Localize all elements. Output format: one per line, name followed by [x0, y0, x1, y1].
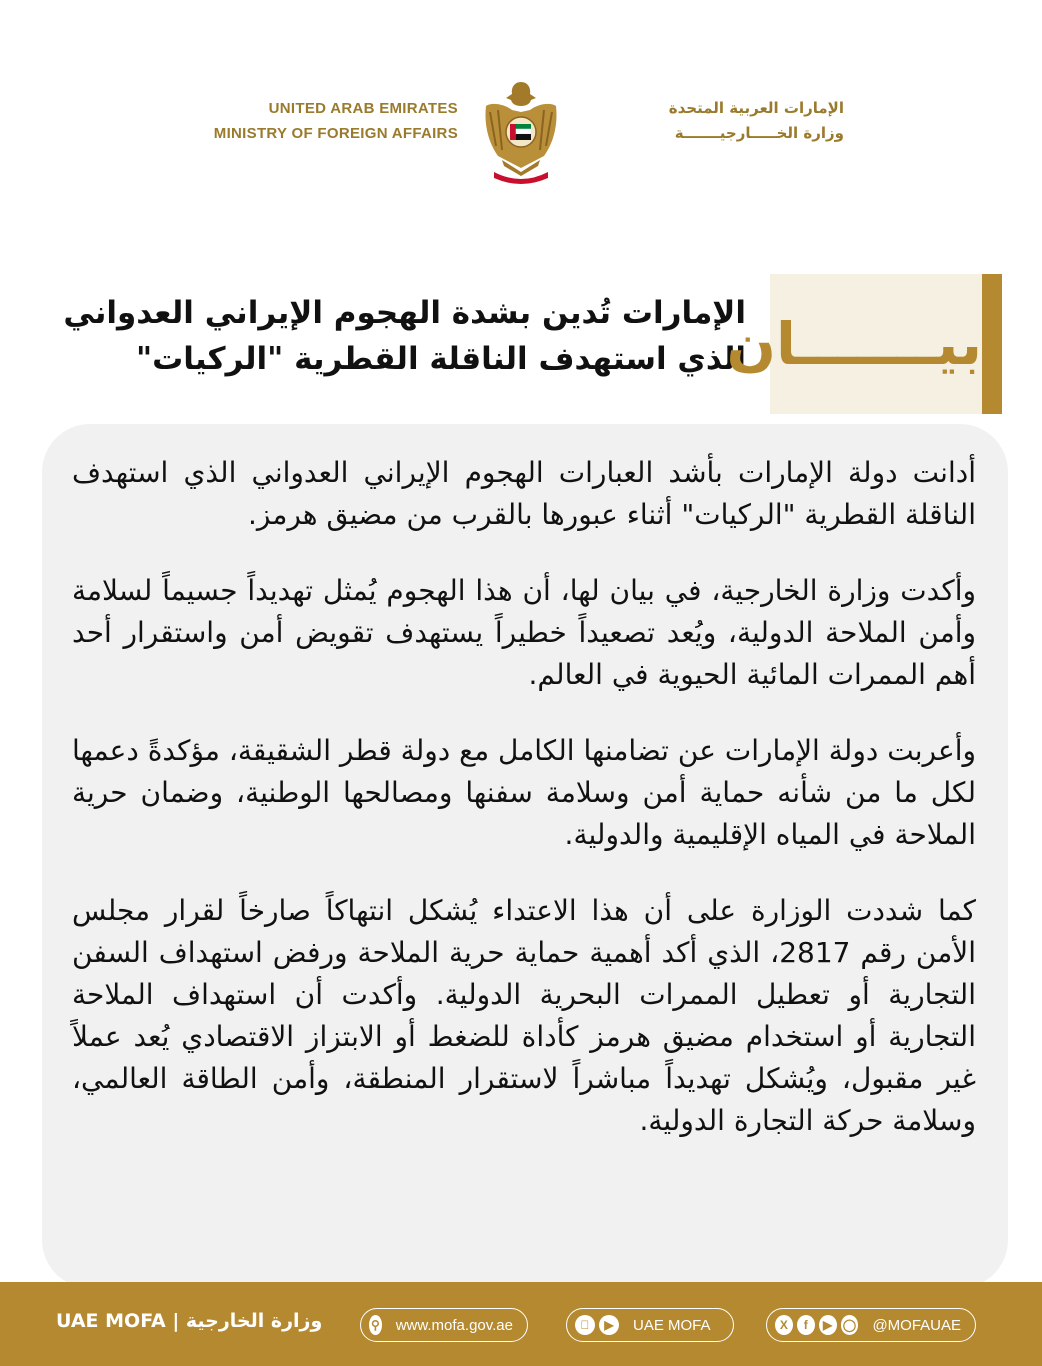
x-icon: X — [775, 1315, 793, 1335]
social-handle: @MOFAUAE — [872, 1316, 962, 1334]
website-label: www.mofa.gov.ae — [395, 1316, 513, 1334]
en-country-line: UNITED ARAB EMIRATES — [268, 100, 458, 117]
paragraph-3: وأعربت دولة الإمارات عن تضامنها الكامل مع دولة قطر الشقيقة، مؤكدةً دعمها لكل ما من شأنه حماية أمن وسلامة سفنها ومصالحها الوطنية، وضمان حرية الملاحة في المياه الإقليمية والدولية. — [72, 734, 976, 851]
ar-country-line: الإمارات العربية المتحدة — [668, 99, 844, 117]
ar-ministry-line: وزارة الخـــــارجيـــــــة — [674, 124, 844, 142]
search-icon: ⚲ — [369, 1315, 382, 1335]
en-ministry-line: MINISTRY OF FOREIGN AFFAIRS — [213, 125, 458, 142]
google-play-icon: ▶ — [599, 1315, 619, 1335]
statement-badge — [726, 274, 1002, 414]
footer-bar — [0, 1282, 1042, 1366]
youtube-icon: ▶ — [819, 1315, 837, 1335]
english-ministry-name — [190, 96, 458, 146]
social-links[interactable] — [766, 1308, 976, 1342]
paragraph-4: كما شددت الوزارة على أن هذا الاعتداء يُشكل انتهاكاً صارخاً لقرار مجلس الأمن رقم 2817، الذي أكد أهمية حماية حرية الملاحة ورفض استهداف السفن التجارية أو تعطيل الممرات البحرية الدولية. وأكدت أن استهداف الملاحة التجارية أو استخدام مضيق هرمز كأداة للضغط أو الابتزاز الاقتصادي يُعد عملاً غير مقبول، ويُشكل تهديداً مباشراً لاستقرار المنطقة، وأمن الطاقة العالمي، وسلامة حركة التجارة الدولية. — [72, 894, 976, 1137]
paragraph-1: أدانت دولة الإمارات بأشد العبارات الهجوم الإيراني العدواني الذي استهدف الناقلة القطرية "الركيات" أثناء عبورها بالقرب من مضيق هرمز. — [72, 456, 976, 531]
statement-body — [72, 452, 976, 1176]
paragraph-2: وأكدت وزارة الخارجية، في بيان لها، أن هذا الهجوم يُمثل تهديداً جسيماً لسلامة وأمن الملاحة الدولية، ويُعد تصعيداً خطيراً يستهدف تقويض أمن واستقرار أحد أهم الممرات المائية الحيوية في العالم. — [72, 574, 976, 691]
apple-icon — [575, 1315, 595, 1335]
facebook-icon: f — [797, 1315, 815, 1335]
letterhead — [0, 0, 1042, 230]
apps-label: UAE MOFA — [633, 1316, 711, 1334]
statement-badge-label: بيـــــــان — [726, 310, 982, 378]
app-store-links[interactable] — [566, 1308, 734, 1342]
footer-brand: UAE MOFA | وزارة الخارجية — [56, 1310, 323, 1332]
uae-falcon-emblem-icon — [478, 76, 564, 186]
arabic-ministry-name — [584, 96, 844, 146]
title-line-1: الإمارات تُدين بشدة الهجوم الإيراني العدواني — [63, 295, 746, 331]
instagram-icon: ◯ — [841, 1315, 859, 1335]
website-link[interactable] — [360, 1308, 528, 1342]
statement-title — [56, 290, 746, 382]
title-line-2: الذي استهدف الناقلة القطرية "الركيات" — [135, 341, 746, 377]
badge-accent-bar — [982, 274, 1002, 414]
